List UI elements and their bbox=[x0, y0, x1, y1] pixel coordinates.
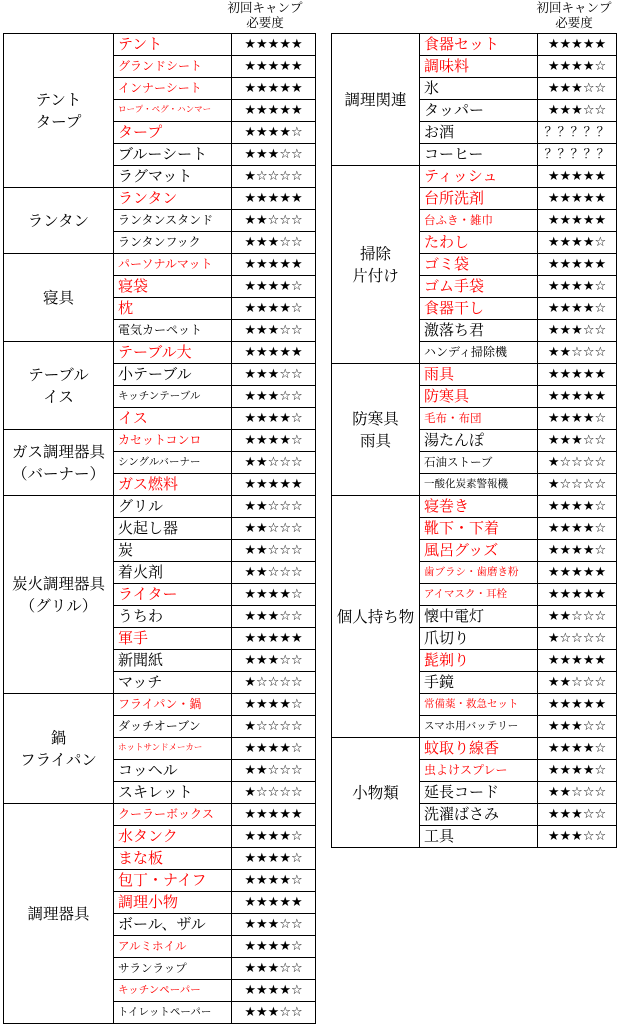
item-name: 台ふき・雑巾 bbox=[420, 210, 538, 232]
necessity-rating: ★★★☆☆ bbox=[232, 914, 316, 936]
item-name: 火起し器 bbox=[114, 518, 232, 540]
necessity-rating: ★★★★☆ bbox=[232, 694, 316, 716]
item-name: 寝巻き bbox=[420, 496, 538, 518]
necessity-rating: ★★★☆☆ bbox=[232, 958, 316, 980]
necessity-rating: ★★★★★ bbox=[232, 100, 316, 122]
necessity-rating: ★★★★★ bbox=[538, 584, 617, 606]
item-name: ボール、ザル bbox=[114, 914, 232, 936]
item-name: 防寒具 bbox=[420, 386, 538, 408]
item-name: 靴下・下着 bbox=[420, 518, 538, 540]
item-name: ライター bbox=[114, 584, 232, 606]
item-name: コーヒー bbox=[420, 144, 538, 166]
necessity-rating: ★★★★☆ bbox=[538, 56, 617, 78]
necessity-rating: ★★★★★ bbox=[538, 34, 617, 56]
category-label-line: 防寒具 bbox=[352, 409, 399, 428]
necessity-rating: ★★★★★ bbox=[232, 188, 316, 210]
necessity-rating: ★★★☆☆ bbox=[232, 364, 316, 386]
necessity-rating: ★☆☆☆☆ bbox=[232, 716, 316, 738]
item-name: ティッシュ bbox=[420, 166, 538, 188]
necessity-rating: ★★★★★ bbox=[538, 562, 617, 584]
necessity-rating: ★★★☆☆ bbox=[232, 606, 316, 628]
category-label-line: 寝具 bbox=[42, 288, 74, 307]
item-name: フライパン・鍋 bbox=[114, 694, 232, 716]
necessity-rating: ★★★★★ bbox=[232, 474, 316, 496]
checklist-row bbox=[332, 738, 617, 760]
item-name: たわし bbox=[420, 232, 538, 254]
checklist-row bbox=[332, 364, 617, 386]
necessity-rating: ★★☆☆☆ bbox=[232, 452, 316, 474]
necessity-rating: ★★★★☆ bbox=[538, 408, 617, 430]
item-name: キッチンペーパー bbox=[114, 980, 232, 1002]
necessity-rating: ★★★★★ bbox=[232, 804, 316, 826]
necessity-rating: ★★★★★ bbox=[232, 254, 316, 276]
item-name: タープ bbox=[114, 122, 232, 144]
item-name: 水タンク bbox=[114, 826, 232, 848]
right-header-title: 初回キャンプ bbox=[536, 0, 612, 15]
necessity-rating: ★★★★★ bbox=[232, 892, 316, 914]
category-label bbox=[332, 34, 420, 166]
necessity-rating: ★★★★☆ bbox=[232, 298, 316, 320]
item-name: イス bbox=[114, 408, 232, 430]
necessity-rating: ★★☆☆☆ bbox=[538, 782, 617, 804]
item-name: テーブル大 bbox=[114, 342, 232, 364]
right-column-header bbox=[514, 0, 627, 30]
item-name: パーソナルマット bbox=[114, 254, 232, 276]
category-label bbox=[332, 166, 420, 364]
item-name: ホットサンドメーカー bbox=[114, 738, 232, 760]
necessity-rating: ★★★★☆ bbox=[538, 518, 617, 540]
item-name: 雨具 bbox=[420, 364, 538, 386]
item-name: サランラップ bbox=[114, 958, 232, 980]
item-name: アルミホイル bbox=[114, 936, 232, 958]
necessity-rating: ★★★★★ bbox=[538, 254, 617, 276]
item-name: キッチンテーブル bbox=[114, 386, 232, 408]
left-checklist-body bbox=[4, 34, 316, 1024]
necessity-rating: ★★☆☆☆ bbox=[232, 540, 316, 562]
item-name: ゴミ袋 bbox=[420, 254, 538, 276]
necessity-rating: ★★★★☆ bbox=[232, 276, 316, 298]
necessity-rating: ★☆☆☆☆ bbox=[232, 672, 316, 694]
necessity-rating: ★★☆☆☆ bbox=[232, 518, 316, 540]
necessity-rating: ★★★★★ bbox=[232, 78, 316, 100]
item-name: ロープ・ペグ・ハンマー bbox=[114, 100, 232, 122]
item-name: 洗濯ばさみ bbox=[420, 804, 538, 826]
category-label bbox=[4, 342, 114, 430]
item-name: ランタン bbox=[114, 188, 232, 210]
category-label-line: ガス調理器具 bbox=[11, 442, 105, 461]
necessity-rating: ★★★★★ bbox=[232, 628, 316, 650]
category-label-line: 小物類 bbox=[352, 783, 399, 802]
item-name: 電気カーペット bbox=[114, 320, 232, 342]
necessity-rating: ★★★★★ bbox=[538, 210, 617, 232]
necessity-rating: ★★★☆☆ bbox=[538, 826, 617, 848]
item-name: 虫よけスプレー bbox=[420, 760, 538, 782]
item-name: マッチ bbox=[114, 672, 232, 694]
right-header-subtitle: 必要度 bbox=[555, 15, 593, 30]
category-label bbox=[332, 738, 420, 848]
item-name: ラグマット bbox=[114, 166, 232, 188]
item-name: スキレット bbox=[114, 782, 232, 804]
checklist-row bbox=[4, 804, 316, 826]
item-name: 懐中電灯 bbox=[420, 606, 538, 628]
item-name: スマホ用バッテリー bbox=[420, 716, 538, 738]
necessity-rating: ★★★★★ bbox=[538, 694, 617, 716]
category-label-line: テント bbox=[35, 90, 82, 109]
item-name: 工具 bbox=[420, 826, 538, 848]
item-name: 小テーブル bbox=[114, 364, 232, 386]
necessity-rating: ★☆☆☆☆ bbox=[232, 166, 316, 188]
item-name: 新聞紙 bbox=[114, 650, 232, 672]
item-name: 調味料 bbox=[420, 56, 538, 78]
checklist-row bbox=[4, 694, 316, 716]
item-name: 延長コード bbox=[420, 782, 538, 804]
necessity-rating: ★☆☆☆☆ bbox=[538, 628, 617, 650]
item-name: 台所洗剤 bbox=[420, 188, 538, 210]
item-name: ランタンフック bbox=[114, 232, 232, 254]
item-name: 調理小物 bbox=[114, 892, 232, 914]
item-name: 激落ち君 bbox=[420, 320, 538, 342]
category-label-line: イス bbox=[43, 387, 74, 406]
necessity-rating: ★★★☆☆ bbox=[232, 144, 316, 166]
necessity-rating: ★★☆☆☆ bbox=[538, 672, 617, 694]
item-name: 一酸化炭素警報機 bbox=[420, 474, 538, 496]
right-checklist-body bbox=[332, 34, 617, 848]
category-label bbox=[332, 496, 420, 738]
necessity-rating: ★★★★☆ bbox=[538, 738, 617, 760]
left-header-title: 初回キャンプ bbox=[227, 0, 303, 15]
necessity-rating: ★★★★☆ bbox=[232, 738, 316, 760]
item-name: 軍手 bbox=[114, 628, 232, 650]
category-label bbox=[4, 496, 114, 694]
left-column-header bbox=[205, 0, 325, 30]
necessity-rating: ★★★★★ bbox=[538, 364, 617, 386]
necessity-rating: ？？？？？ bbox=[538, 144, 617, 166]
necessity-rating: ★★★★☆ bbox=[538, 540, 617, 562]
item-name: シングルバーナー bbox=[114, 452, 232, 474]
item-name: 食器セット bbox=[420, 34, 538, 56]
necessity-rating: ★☆☆☆☆ bbox=[538, 474, 617, 496]
item-name: ブルーシート bbox=[114, 144, 232, 166]
category-label-line: 鍋 bbox=[50, 728, 67, 747]
category-label-line: （バーナー） bbox=[11, 464, 105, 483]
item-name: 髭剃り bbox=[420, 650, 538, 672]
necessity-rating: ★★☆☆☆ bbox=[232, 210, 316, 232]
necessity-rating: ★★☆☆☆ bbox=[232, 496, 316, 518]
checklist-row bbox=[4, 188, 316, 210]
necessity-rating: ★★★★★ bbox=[538, 386, 617, 408]
item-name: タッパー bbox=[420, 100, 538, 122]
necessity-rating: ★★★★☆ bbox=[232, 430, 316, 452]
checklist-row bbox=[4, 496, 316, 518]
item-name: ゴム手袋 bbox=[420, 276, 538, 298]
item-name: グリル bbox=[114, 496, 232, 518]
item-name: ハンディ掃除機 bbox=[420, 342, 538, 364]
category-label-line: 片付け bbox=[352, 266, 399, 285]
necessity-rating: ★★★★☆ bbox=[538, 298, 617, 320]
necessity-rating: ★★★☆☆ bbox=[232, 650, 316, 672]
necessity-rating: ★☆☆☆☆ bbox=[232, 782, 316, 804]
necessity-rating: ★★★☆☆ bbox=[538, 430, 617, 452]
item-name: アイマスク・耳栓 bbox=[420, 584, 538, 606]
necessity-rating: ★★★☆☆ bbox=[232, 320, 316, 342]
necessity-rating: ★★★☆☆ bbox=[538, 320, 617, 342]
item-name: ランタンスタンド bbox=[114, 210, 232, 232]
item-name: 食器干し bbox=[420, 298, 538, 320]
left-checklist-table bbox=[3, 33, 316, 1024]
checklist-row bbox=[4, 34, 316, 56]
category-label bbox=[4, 34, 114, 188]
item-name: お酒 bbox=[420, 122, 538, 144]
item-name: 爪切り bbox=[420, 628, 538, 650]
item-name: 常備薬・救急セット bbox=[420, 694, 538, 716]
category-label-line: フライパン bbox=[20, 750, 97, 769]
necessity-rating: ★★★☆☆ bbox=[232, 1002, 316, 1024]
checklist-row bbox=[332, 166, 617, 188]
item-name: 風呂グッズ bbox=[420, 540, 538, 562]
item-name: 毛布・布団 bbox=[420, 408, 538, 430]
necessity-rating: ★★★☆☆ bbox=[538, 78, 617, 100]
necessity-rating: ★★☆☆☆ bbox=[232, 562, 316, 584]
necessity-rating: ★★★★☆ bbox=[538, 496, 617, 518]
necessity-rating: ★★★★☆ bbox=[538, 276, 617, 298]
item-name: グランドシート bbox=[114, 56, 232, 78]
necessity-rating: ★★★★☆ bbox=[232, 980, 316, 1002]
item-name: ダッチオーブン bbox=[114, 716, 232, 738]
necessity-rating: ★★★★★ bbox=[538, 166, 617, 188]
item-name: 歯ブラシ・歯磨き粉 bbox=[420, 562, 538, 584]
category-label-line: （グリル） bbox=[19, 596, 98, 615]
necessity-rating: ★★★★☆ bbox=[232, 848, 316, 870]
item-name: 蚊取り線香 bbox=[420, 738, 538, 760]
necessity-rating: ？？？？？ bbox=[538, 122, 617, 144]
checklist-row bbox=[4, 254, 316, 276]
item-name: コッヘル bbox=[114, 760, 232, 782]
necessity-rating: ★★★☆☆ bbox=[538, 100, 617, 122]
checklist-row bbox=[332, 34, 617, 56]
item-name: 枕 bbox=[114, 298, 232, 320]
category-label-line: 個人持ち物 bbox=[336, 607, 415, 626]
item-name: カセットコンロ bbox=[114, 430, 232, 452]
checklist-row bbox=[332, 496, 617, 518]
necessity-rating: ★★★★☆ bbox=[538, 760, 617, 782]
category-label-line: 掃除 bbox=[359, 244, 391, 263]
category-label-line: タープ bbox=[35, 112, 82, 131]
necessity-rating: ★★★★★ bbox=[232, 342, 316, 364]
necessity-rating: ★★★★☆ bbox=[232, 826, 316, 848]
necessity-rating: ★★★☆☆ bbox=[538, 716, 617, 738]
item-name: 湯たんぽ bbox=[420, 430, 538, 452]
item-name: 着火剤 bbox=[114, 562, 232, 584]
category-label bbox=[4, 694, 114, 804]
necessity-rating: ★★☆☆☆ bbox=[232, 760, 316, 782]
necessity-rating: ★★☆☆☆ bbox=[538, 606, 617, 628]
necessity-rating: ★★★★☆ bbox=[232, 122, 316, 144]
necessity-rating: ★☆☆☆☆ bbox=[538, 452, 617, 474]
necessity-rating: ★★★☆☆ bbox=[538, 804, 617, 826]
category-label bbox=[332, 364, 420, 496]
necessity-rating: ★★★★☆ bbox=[232, 408, 316, 430]
necessity-rating: ★★☆☆☆ bbox=[538, 342, 617, 364]
necessity-rating: ★★★★★ bbox=[538, 650, 617, 672]
item-name: 氷 bbox=[420, 78, 538, 100]
right-checklist-table bbox=[331, 33, 617, 848]
category-label bbox=[4, 430, 114, 496]
item-name: テント bbox=[114, 34, 232, 56]
item-name: 包丁・ナイフ bbox=[114, 870, 232, 892]
item-name: まな板 bbox=[114, 848, 232, 870]
category-label bbox=[4, 804, 114, 1024]
necessity-rating: ★★★★★ bbox=[232, 56, 316, 78]
necessity-rating: ★★★★☆ bbox=[232, 936, 316, 958]
necessity-rating: ★★★★☆ bbox=[232, 584, 316, 606]
checklist-row bbox=[4, 430, 316, 452]
item-name: ガス燃料 bbox=[114, 474, 232, 496]
item-name: トイレットペーパー bbox=[114, 1002, 232, 1024]
item-name: 石油ストーブ bbox=[420, 452, 538, 474]
item-name: 手鏡 bbox=[420, 672, 538, 694]
category-label-line: 調理器具 bbox=[27, 904, 90, 923]
necessity-rating: ★★★★★ bbox=[538, 188, 617, 210]
item-name: 寝袋 bbox=[114, 276, 232, 298]
necessity-rating: ★★★☆☆ bbox=[232, 232, 316, 254]
item-name: クーラーボックス bbox=[114, 804, 232, 826]
necessity-rating: ★★★★☆ bbox=[232, 870, 316, 892]
category-label bbox=[4, 254, 114, 342]
category-label-line: 雨具 bbox=[359, 431, 391, 450]
category-label bbox=[4, 188, 114, 254]
item-name: 炭 bbox=[114, 540, 232, 562]
necessity-rating: ★★★★★ bbox=[232, 34, 316, 56]
category-label-line: テーブル bbox=[28, 365, 89, 384]
category-label-line: ランタン bbox=[27, 211, 90, 230]
left-header-subtitle: 必要度 bbox=[246, 15, 284, 30]
item-name: うちわ bbox=[114, 606, 232, 628]
checklist-row bbox=[4, 342, 316, 364]
category-label-line: 調理関連 bbox=[344, 90, 407, 109]
category-label-line: 炭火調理器具 bbox=[11, 574, 105, 593]
necessity-rating: ★★★☆☆ bbox=[232, 386, 316, 408]
item-name: インナーシート bbox=[114, 78, 232, 100]
necessity-rating: ★★★★☆ bbox=[538, 232, 617, 254]
